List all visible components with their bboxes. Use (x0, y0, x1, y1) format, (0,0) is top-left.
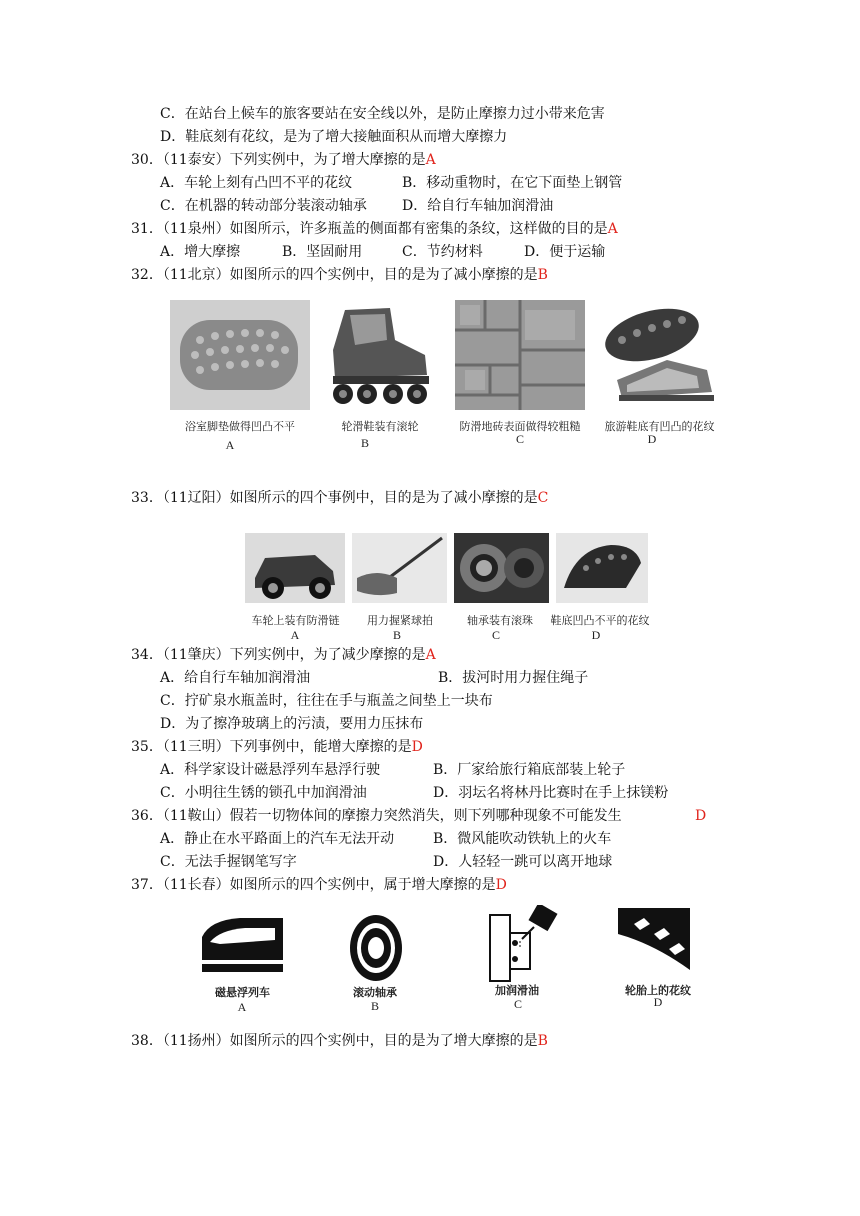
q33-caption-d: 鞋底凹凸不平的花纹 (550, 614, 650, 627)
q32-letter-c: C (515, 432, 524, 446)
question-38 (131, 1031, 548, 1051)
q30-option-a: A．车轮上刻有凸凹不平的花纹 (160, 175, 353, 191)
question-37-stem: 37．（11长春）如图所示的四个实例中，属于增大摩擦的是 (131, 877, 496, 893)
q35-option-b: B．厂家给旅行箱底部装上轮子 (433, 762, 626, 778)
q32-letter-b: B (360, 436, 369, 450)
q37-letter-a: A (237, 1000, 247, 1014)
question-35 (131, 737, 423, 757)
maglev-train-image (200, 912, 285, 980)
bath-mat-image (170, 300, 310, 410)
roller-skate-image (315, 300, 445, 410)
q37-letter-b: B (370, 999, 379, 1013)
q37-caption-b: 滚动轴承 (353, 986, 397, 999)
q36-option-b: B．微风能吹动铁轨上的火车 (433, 831, 612, 847)
question-30-answer: A (425, 152, 436, 168)
question-32-stem: 32．（11北京）如图所示的四个实例中，目的是为了减小摩擦的是 (131, 267, 538, 283)
question-31-stem: 31．（11泉州）如图所示，许多瓶盖的侧面都有密集的条纹，这样做的目的是 (131, 221, 608, 237)
question-37-answer: D (495, 877, 507, 893)
question-35-answer: D (411, 739, 423, 755)
question-31-answer: A (607, 221, 618, 237)
q30-option-d: D．给自行车轴加润滑油 (402, 198, 554, 214)
oil-lubrication-image (482, 905, 562, 983)
question-38-answer: B (537, 1033, 548, 1049)
q33-caption-a: 车轮上装有防滑链 (251, 614, 340, 627)
q31-option-a: A．增大摩擦 (160, 244, 241, 260)
q36-option-a: A．静止在水平路面上的汽车无法开动 (160, 831, 395, 847)
question-36-answer: D (695, 808, 707, 824)
q32-caption-c: 防滑地砖表面做得较粗糙 (459, 420, 581, 433)
q36-option-c: C．无法手握钢笔写字 (160, 854, 297, 870)
question-34 (131, 645, 436, 665)
q31-option-b: B．坚固耐用 (282, 244, 363, 260)
q37-letter-d: D (653, 995, 663, 1009)
q35-option-c: C．小明往生锈的锁孔中加润滑油 (160, 785, 367, 801)
q37-caption-a: 磁悬浮列车 (215, 986, 270, 999)
q32-caption-b: 轮滑鞋装有滚轮 (341, 420, 419, 433)
question-30-stem: 30．（11泰安）下列实例中，为了增大摩擦的是 (131, 152, 426, 168)
q34-option-c: C．拧矿泉水瓶盖时，往往在手与瓶盖之间垫上一块布 (160, 693, 493, 709)
question-36-stem: 36．（11鞍山）假若一切物体间的摩擦力突然消失，则下列哪种现象不可能发生 (131, 808, 622, 824)
q33-letter-b: B (392, 628, 401, 642)
q30-option-b: B．移动重物时，在它下面垫上钢管 (402, 175, 623, 191)
option-d-prev: D．鞋底刻有花纹，是为了增大接触面积从而增大摩擦力 (160, 129, 508, 145)
q34-option-b: B．拔河时用力握住绳子 (438, 670, 589, 686)
question-33-answer: C (537, 490, 549, 506)
question-33-stem: 33．（11辽阳）如图所示的四个事例中，目的是为了减小摩擦的是 (131, 490, 538, 506)
q32-caption-a: 浴室脚垫做得凹凸不平 (185, 420, 295, 433)
anti-slip-tile-image (455, 300, 585, 410)
question-32 (131, 265, 548, 285)
question-37 (131, 875, 507, 895)
question-33 (131, 488, 548, 508)
question-38-stem: 38．（11扬州）如图所示的四个实例中，目的是为了增大摩擦的是 (131, 1033, 538, 1049)
q33-letter-c: C (491, 628, 500, 642)
q33-letter-d: D (591, 628, 601, 642)
q35-option-a: A．科学家设计磁悬浮列车悬浮行驶 (160, 762, 381, 778)
q31-option-d: D．便于运输 (524, 244, 606, 260)
q37-letter-c: C (513, 997, 522, 1011)
grip-racket-image (352, 533, 447, 603)
option-c-prev: C．在站台上候车的旅客要站在安全线以外，是防止摩擦力过小带来危害 (160, 106, 605, 122)
q37-caption-c: 加润滑油 (495, 984, 539, 997)
q34-option-d: D．为了擦净玻璃上的污渍，要用力压抹布 (160, 716, 424, 732)
q36-option-d: D．人轻轻一跳可以离开地球 (433, 854, 613, 870)
car-snow-chain-image (245, 533, 345, 603)
question-32-answer: B (537, 267, 548, 283)
q33-caption-b: 用力握紧球拍 (367, 614, 433, 627)
q31-option-c: C．节约材料 (402, 244, 483, 260)
sneaker-image (597, 300, 722, 410)
rolling-bearing-image (345, 910, 407, 985)
q37-caption-d: 轮胎上的花纹 (625, 984, 691, 997)
q32-letter-a: A (225, 438, 235, 452)
tire-tread-image (614, 904, 694, 974)
q33-letter-a: A (290, 628, 300, 642)
q35-option-d: D．羽坛名将林丹比赛时在手上抹镁粉 (433, 785, 669, 801)
q34-option-a: A．给自行车轴加润滑油 (160, 670, 311, 686)
question-31 (131, 219, 618, 239)
question-35-stem: 35．（11三明）下列事例中，能增大摩擦的是 (131, 739, 412, 755)
shoe-sole-image (556, 533, 648, 603)
question-30 (131, 150, 436, 170)
question-34-stem: 34．（11肇庆）下列实例中，为了减少摩擦的是 (131, 647, 426, 663)
question-34-answer: A (425, 647, 436, 663)
q30-option-c: C．在机器的转动部分装滚动轴承 (160, 198, 367, 214)
q32-caption-d: 旅游鞋底有凹凸的花纹 (604, 420, 715, 433)
q32-letter-d: D (647, 432, 657, 446)
question-36 (131, 806, 622, 826)
q33-caption-c: 轴承装有滚珠 (467, 614, 533, 627)
ball-bearing-image (454, 533, 549, 603)
